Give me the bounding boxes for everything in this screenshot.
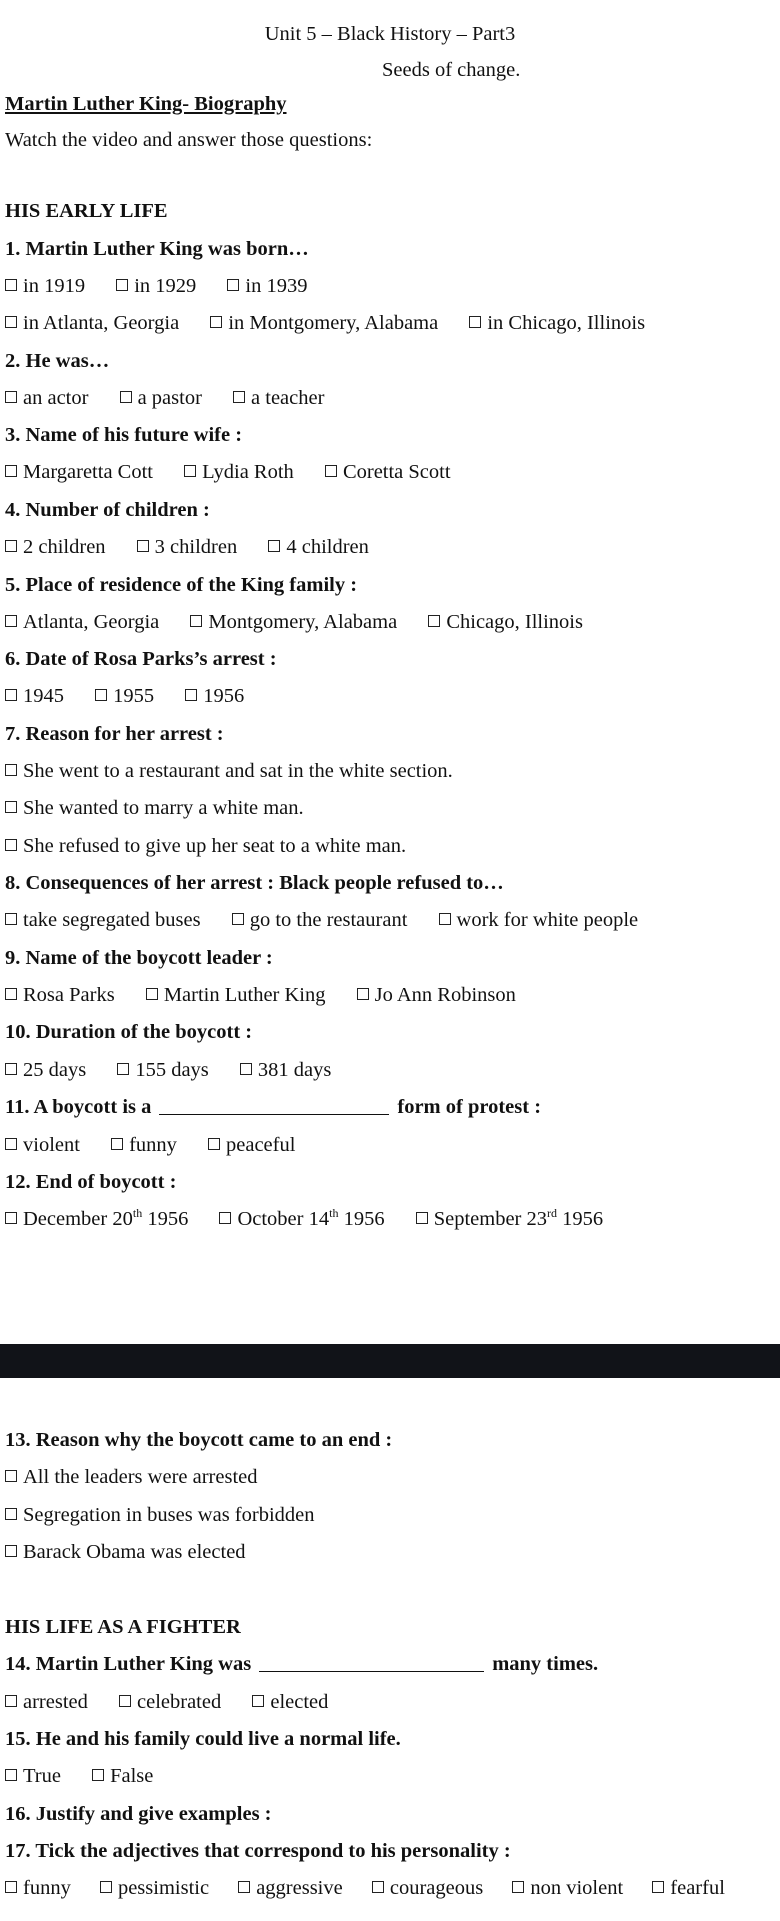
q2-option-actor[interactable]: an actor xyxy=(5,388,88,409)
section-heading-early-life: HIS EARLY LIFE xyxy=(5,200,168,222)
checkbox-icon[interactable] xyxy=(416,1212,428,1224)
question-5-options xyxy=(5,612,583,633)
q4-option-1[interactable]: 2 children xyxy=(5,537,106,558)
question-3-label: 3. Name of his future wife : xyxy=(5,424,243,446)
checkbox-icon[interactable] xyxy=(325,465,337,477)
checkbox-icon[interactable] xyxy=(5,279,17,291)
q13-option-3[interactable]: Barack Obama was elected xyxy=(5,1542,246,1563)
checkbox-icon[interactable] xyxy=(5,1545,17,1557)
q3-option-1[interactable]: Margaretta Cott xyxy=(5,462,153,483)
question-2-label: 2. He was… xyxy=(5,350,110,372)
checkbox-icon[interactable] xyxy=(5,1138,17,1150)
checkbox-icon[interactable] xyxy=(185,689,197,701)
q12-option-2[interactable]: October 14th 1956 xyxy=(219,1209,384,1230)
question-6-label: 6. Date of Rosa Parks’s arrest : xyxy=(5,648,277,670)
q2-option-teacher[interactable]: a teacher xyxy=(233,388,324,409)
checkbox-icon[interactable] xyxy=(116,279,128,291)
q15-option-false[interactable]: False xyxy=(92,1766,153,1787)
q11-answer-blank[interactable] xyxy=(159,1114,389,1115)
checkbox-icon[interactable] xyxy=(652,1881,664,1893)
checkbox-icon[interactable] xyxy=(5,391,17,403)
q6-option-3[interactable]: 1956 xyxy=(185,686,244,707)
q11-option-1[interactable]: violent xyxy=(5,1135,80,1156)
q10-option-1[interactable]: 25 days xyxy=(5,1060,86,1081)
checkbox-icon[interactable] xyxy=(137,540,149,552)
checkbox-icon[interactable] xyxy=(208,1138,220,1150)
checkbox-icon[interactable] xyxy=(268,540,280,552)
q1-option-atlanta[interactable]: in Atlanta, Georgia xyxy=(5,313,179,334)
checkbox-icon[interactable] xyxy=(219,1212,231,1224)
checkbox-icon[interactable] xyxy=(469,316,481,328)
checkbox-icon[interactable] xyxy=(190,615,202,627)
checkbox-icon[interactable] xyxy=(5,540,17,552)
instruction-text: Watch the video and answer those questions: xyxy=(5,129,373,151)
checkbox-icon[interactable] xyxy=(100,1881,112,1893)
checkbox-icon[interactable] xyxy=(146,988,158,1000)
question-8-label: 8. Consequences of her arrest : Black people refused to… xyxy=(5,872,504,894)
q17-option-funny[interactable]: funny xyxy=(5,1878,71,1899)
q12-option-1[interactable]: December 20th 1956 xyxy=(5,1209,188,1230)
checkbox-icon[interactable] xyxy=(5,1212,17,1224)
checkbox-icon[interactable] xyxy=(439,913,451,925)
q17-option-non-violent[interactable]: non violent xyxy=(512,1878,623,1899)
q17-option-fearful[interactable]: fearful xyxy=(652,1878,725,1899)
q1-option-1939[interactable]: in 1939 xyxy=(227,276,307,297)
q3-option-2[interactable]: Lydia Roth xyxy=(184,462,294,483)
q13-option-2[interactable]: Segregation in buses was forbidden xyxy=(5,1505,315,1526)
checkbox-icon[interactable] xyxy=(357,988,369,1000)
checkbox-icon[interactable] xyxy=(252,1695,264,1707)
checkbox-icon[interactable] xyxy=(210,316,222,328)
q5-option-2[interactable]: Montgomery, Alabama xyxy=(190,612,397,633)
question-15-label: 15. He and his family could live a normal life. xyxy=(5,1728,401,1750)
q11-option-2[interactable]: funny xyxy=(111,1135,177,1156)
q6-option-1[interactable]: 1945 xyxy=(5,686,64,707)
q17-option-courageous[interactable]: courageous xyxy=(372,1878,483,1899)
question-5-label: 5. Place of residence of the King family : xyxy=(5,574,358,596)
checkbox-icon[interactable] xyxy=(240,1063,252,1075)
q13-option-1[interactable]: All the leaders were arrested xyxy=(5,1467,258,1488)
q11-option-3[interactable]: peaceful xyxy=(208,1135,295,1156)
question-17-options xyxy=(5,1878,725,1899)
checkbox-icon[interactable] xyxy=(184,465,196,477)
checkbox-icon[interactable] xyxy=(227,279,239,291)
question-4-options xyxy=(5,537,369,558)
q7-option-1[interactable]: She went to a restaurant and sat in the white section. xyxy=(5,761,453,782)
q4-option-3[interactable]: 4 children xyxy=(268,537,369,558)
question-9-options xyxy=(5,985,516,1006)
checkbox-icon[interactable] xyxy=(233,391,245,403)
question-10-options xyxy=(5,1060,331,1081)
q14-option-1[interactable]: arrested xyxy=(5,1692,88,1713)
checkbox-icon[interactable] xyxy=(120,391,132,403)
checkbox-icon[interactable] xyxy=(117,1063,129,1075)
q7-option-2[interactable]: She wanted to marry a white man. xyxy=(5,798,304,819)
question-10-label: 10. Duration of the boycott : xyxy=(5,1021,253,1043)
q1-option-1919[interactable]: in 1919 xyxy=(5,276,85,297)
q12-option-3[interactable]: September 23rd 1956 xyxy=(416,1209,603,1230)
q9-option-2[interactable]: Martin Luther King xyxy=(146,985,326,1006)
question-17-label: 17. Tick the adjectives that correspond to his personality : xyxy=(5,1840,511,1862)
checkbox-icon[interactable] xyxy=(95,689,107,701)
q7-option-3[interactable]: She refused to give up her seat to a white man. xyxy=(5,836,406,857)
question-14-label: 14. Martin Luther King was many times. xyxy=(5,1653,599,1675)
checkbox-icon[interactable] xyxy=(5,913,17,925)
q14-option-3[interactable]: elected xyxy=(252,1692,328,1713)
question-4-label: 4. Number of children : xyxy=(5,499,210,521)
question-7-label: 7. Reason for her arrest : xyxy=(5,723,224,745)
checkbox-icon[interactable] xyxy=(5,801,17,813)
question-6-options xyxy=(5,686,244,707)
checkbox-icon[interactable] xyxy=(238,1881,250,1893)
checkbox-icon[interactable] xyxy=(119,1695,131,1707)
checkbox-icon[interactable] xyxy=(5,1695,17,1707)
checkbox-icon[interactable] xyxy=(5,1881,17,1893)
q17-option-aggressive[interactable]: aggressive xyxy=(238,1878,343,1899)
checkbox-icon[interactable] xyxy=(5,1508,17,1520)
q5-option-1[interactable]: Atlanta, Georgia xyxy=(5,612,159,633)
question-1-options xyxy=(5,276,307,297)
question-1-place-options xyxy=(5,313,645,334)
checkbox-icon[interactable] xyxy=(92,1769,104,1781)
checkbox-icon[interactable] xyxy=(5,689,17,701)
q4-option-2[interactable]: 3 children xyxy=(137,537,238,558)
page-subtitle: Seeds of change. xyxy=(382,59,521,81)
checkbox-icon[interactable] xyxy=(5,615,17,627)
question-14-options xyxy=(5,1692,328,1713)
q5-option-3[interactable]: Chicago, Illinois xyxy=(428,612,583,633)
checkbox-icon[interactable] xyxy=(5,988,17,1000)
question-1-label: 1. Martin Luther King was born… xyxy=(5,238,309,260)
q1-option-1929[interactable]: in 1929 xyxy=(116,276,196,297)
question-15-options xyxy=(5,1766,153,1787)
question-11-options xyxy=(5,1135,295,1156)
checkbox-icon[interactable] xyxy=(5,1470,17,1482)
checkbox-icon[interactable] xyxy=(5,316,17,328)
checkbox-icon[interactable] xyxy=(5,839,17,851)
checkbox-icon[interactable] xyxy=(111,1138,123,1150)
checkbox-icon[interactable] xyxy=(5,1063,17,1075)
question-3-options xyxy=(5,462,451,483)
q8-option-1[interactable]: take segregated buses xyxy=(5,910,201,931)
q8-option-3[interactable]: work for white people xyxy=(439,910,639,931)
question-11-label: 11. A boycott is a form of protest : xyxy=(5,1096,542,1118)
q10-option-3[interactable]: 381 days xyxy=(240,1060,331,1081)
question-16-label: 16. Justify and give examples : xyxy=(5,1803,272,1825)
q6-option-2[interactable]: 1955 xyxy=(95,686,154,707)
q14-answer-blank[interactable] xyxy=(259,1671,484,1672)
q1-option-chicago[interactable]: in Chicago, Illinois xyxy=(469,313,645,334)
page-divider xyxy=(0,1344,780,1378)
question-12-options xyxy=(5,1206,604,1230)
q15-option-true[interactable]: True xyxy=(5,1766,61,1787)
checkbox-icon[interactable] xyxy=(5,1769,17,1781)
question-9-label: 9. Name of the boycott leader : xyxy=(5,947,273,969)
checkbox-icon[interactable] xyxy=(372,1881,384,1893)
question-13-label: 13. Reason why the boycott came to an end : xyxy=(5,1429,393,1451)
unit-title: Unit 5 – Black History – Part3 xyxy=(264,23,516,45)
q9-option-1[interactable]: Rosa Parks xyxy=(5,985,115,1006)
q10-option-2[interactable]: 155 days xyxy=(117,1060,208,1081)
question-2-options xyxy=(5,388,324,409)
q8-option-2[interactable]: go to the restaurant xyxy=(232,910,408,931)
checkbox-icon[interactable] xyxy=(5,465,17,477)
question-12-label: 12. End of boycott : xyxy=(5,1171,177,1193)
biography-heading: Martin Luther King- Biography xyxy=(5,93,287,115)
q3-option-3[interactable]: Coretta Scott xyxy=(325,462,451,483)
q17-option-pessimistic[interactable]: pessimistic xyxy=(100,1878,209,1899)
q1-option-montgomery[interactable]: in Montgomery, Alabama xyxy=(210,313,438,334)
checkbox-icon[interactable] xyxy=(428,615,440,627)
checkbox-icon[interactable] xyxy=(512,1881,524,1893)
checkbox-icon[interactable] xyxy=(5,764,17,776)
checkbox-icon[interactable] xyxy=(232,913,244,925)
question-8-options xyxy=(5,910,638,931)
q9-option-3[interactable]: Jo Ann Robinson xyxy=(357,985,516,1006)
q14-option-2[interactable]: celebrated xyxy=(119,1692,221,1713)
q2-option-pastor[interactable]: a pastor xyxy=(120,388,202,409)
section-heading-fighter: HIS LIFE AS A FIGHTER xyxy=(5,1616,241,1638)
